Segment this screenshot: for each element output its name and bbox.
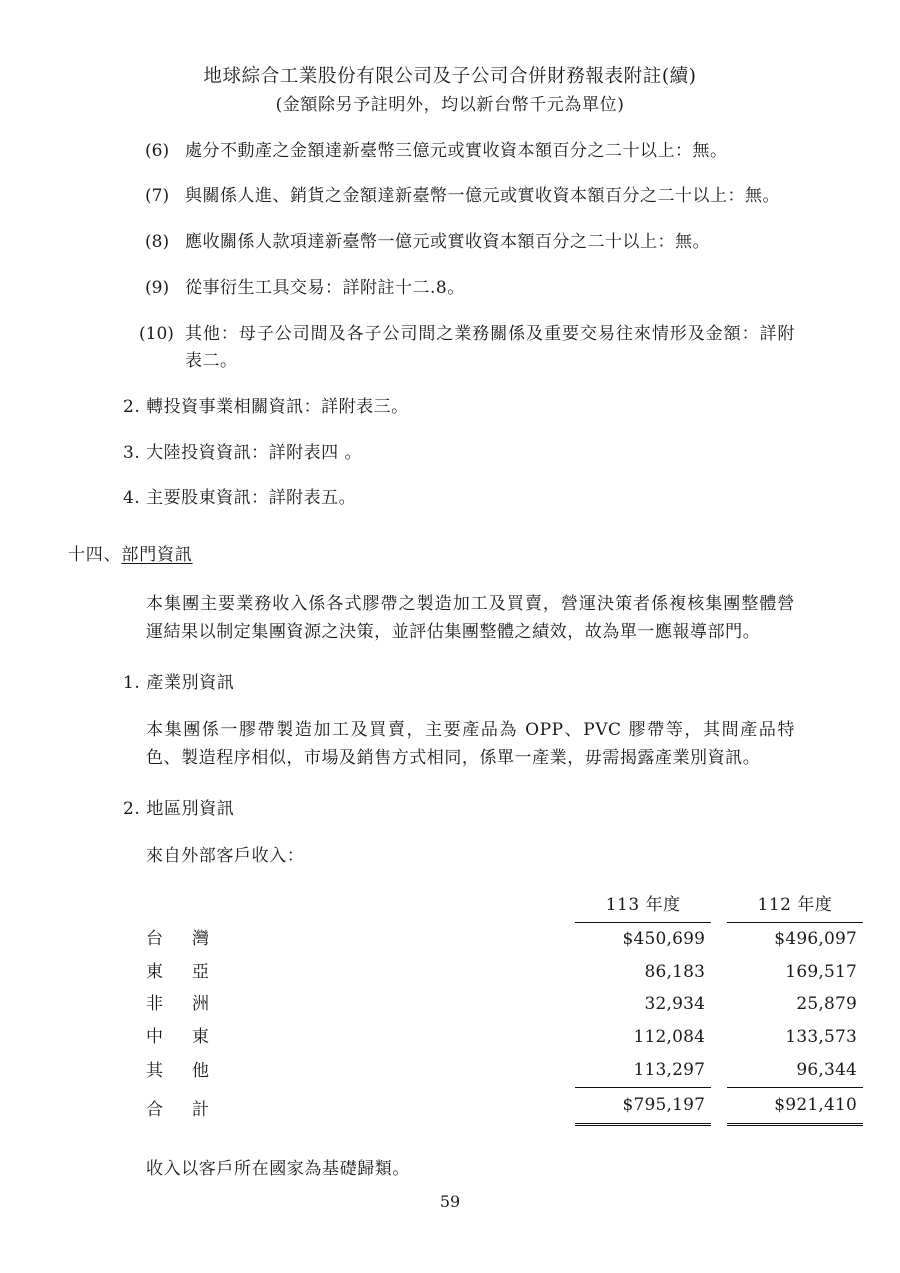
list-item-marker: (8)	[145, 232, 170, 253]
table-total-y112: $921,410	[727, 1087, 863, 1124]
subsection-heading-geography: 2. 地區別資訊	[123, 799, 235, 820]
document-body	[0, 120, 900, 1183]
table-total-y113: $795,197	[575, 1087, 711, 1124]
table-row	[146, 1054, 863, 1087]
list-item-text: 處分不動產之金額達新臺幣三億元或實收資本額百分之二十以上：無。	[185, 140, 728, 161]
table-header-row	[146, 892, 863, 922]
numbered-item: 4. 主要股東資訊：詳附表五。	[123, 488, 357, 509]
label-char-second: 洲	[192, 994, 210, 1015]
list-item	[139, 321, 795, 375]
table-cell-y113: $450,699	[622, 928, 706, 949]
closing-note: 收入以客戶所在國家為基礎歸類。	[146, 1158, 410, 1179]
section-heading	[68, 542, 795, 569]
list-item-marker: (10)	[139, 323, 174, 344]
table-total-label	[146, 1087, 575, 1124]
list-item-text: 其他：母子公司間及各子公司間之業務關係及重要交易往來情形及金額：詳附表二。	[185, 323, 795, 371]
subsection-heading-industry: 1. 產業別資訊	[123, 673, 235, 694]
list-item-text: 與關係人進、銷貨之金額達新臺幣一億元或實收資本額百分之二十以上：無。	[185, 186, 780, 207]
list-item	[145, 183, 795, 210]
list-item	[145, 229, 795, 256]
table-row	[146, 988, 863, 1021]
numbered-item: 2. 轉投資事業相關資訊：詳附表三。	[123, 396, 409, 417]
list-item-text: 從事衍生工具交易：詳附註十二.8。	[185, 278, 465, 299]
section-intro-paragraph: 本集團主要業務收入係各式膠帶之製造加工及買賣，營運決策者係複核集團整體營運結果以制定集團資源之決策，並評估集團整體之績效，故為單一應報導部門。	[146, 594, 795, 642]
label-char-first: 東	[146, 961, 164, 982]
list-item-marker: (7)	[145, 186, 170, 207]
table-total-row	[146, 1087, 863, 1124]
list-item-text: 應收關係人款項達新臺幣一億元或實收資本額百分之二十以上：無。	[185, 232, 710, 253]
page-number: 59	[439, 1192, 461, 1211]
label-char-second: 亞	[192, 961, 210, 982]
numbered-item: 3. 大陸投資資訊：詳附表四 。	[123, 442, 363, 463]
table-cell-y113: 113,297	[575, 1054, 711, 1087]
table-cell-y112: 25,879	[796, 994, 857, 1015]
table-row-label	[146, 922, 575, 955]
table-header-blank	[146, 892, 575, 922]
label-char-second: 東	[192, 1027, 210, 1048]
label-char-first: 合	[146, 1100, 164, 1121]
table-cell-y112: $496,097	[774, 928, 857, 949]
table-row-label	[146, 1021, 575, 1054]
table-cell-y112: 133,573	[785, 1027, 857, 1048]
table-row	[146, 956, 863, 989]
geographic-revenue-table	[146, 892, 863, 1126]
list-item	[145, 275, 795, 302]
table-cell-y113: 112,084	[633, 1027, 706, 1048]
label-char-first: 台	[146, 928, 164, 949]
table-row-label	[146, 956, 575, 989]
section-title: 部門資訊	[121, 545, 193, 566]
table-cell-y112: 169,517	[785, 961, 857, 982]
table-cell-y113: 86,183	[644, 961, 706, 982]
section-number: 十四、	[68, 545, 122, 566]
label-char-first: 其	[146, 1060, 164, 1081]
label-char-second: 計	[192, 1100, 210, 1121]
table-column-gap	[711, 892, 727, 922]
list-item-marker: (6)	[145, 140, 170, 161]
label-char-first: 中	[146, 1027, 164, 1048]
table-row	[146, 922, 863, 955]
label-char-first: 非	[146, 994, 164, 1015]
list-item-marker: (9)	[145, 278, 170, 299]
parenthesized-list	[68, 138, 795, 375]
table-row	[146, 1021, 863, 1054]
label-char-second: 灣	[192, 928, 210, 949]
list-item	[145, 138, 795, 165]
external-customer-revenue-label: 來自外部客戶收入：	[146, 845, 305, 866]
table-cell-y113: 32,934	[644, 994, 706, 1015]
table-header-y113: 113 年度	[575, 892, 711, 922]
label-char-second: 他	[192, 1060, 210, 1081]
table-row-label	[146, 1054, 575, 1087]
report-subtitle: (金額除另予註明外，均以新台幣千元為單位)	[275, 94, 625, 115]
table-row-label	[146, 988, 575, 1021]
table-cell-y112: 96,344	[727, 1054, 863, 1087]
geographic-revenue-table-wrapper	[146, 892, 857, 1126]
subsection-industry-paragraph: 本集團係一膠帶製造加工及買賣，主要產品為 OPP、PVC 膠帶等，其間產品特色、製造程序相似，市場及銷售方式相同，係單一產業，毋需揭露產業別資訊。	[146, 720, 795, 768]
table-header-y112: 112 年度	[727, 892, 863, 922]
document-header	[0, 0, 900, 120]
report-title: 地球綜合工業股份有限公司及子公司合併財務報表附註(續)	[203, 66, 697, 87]
